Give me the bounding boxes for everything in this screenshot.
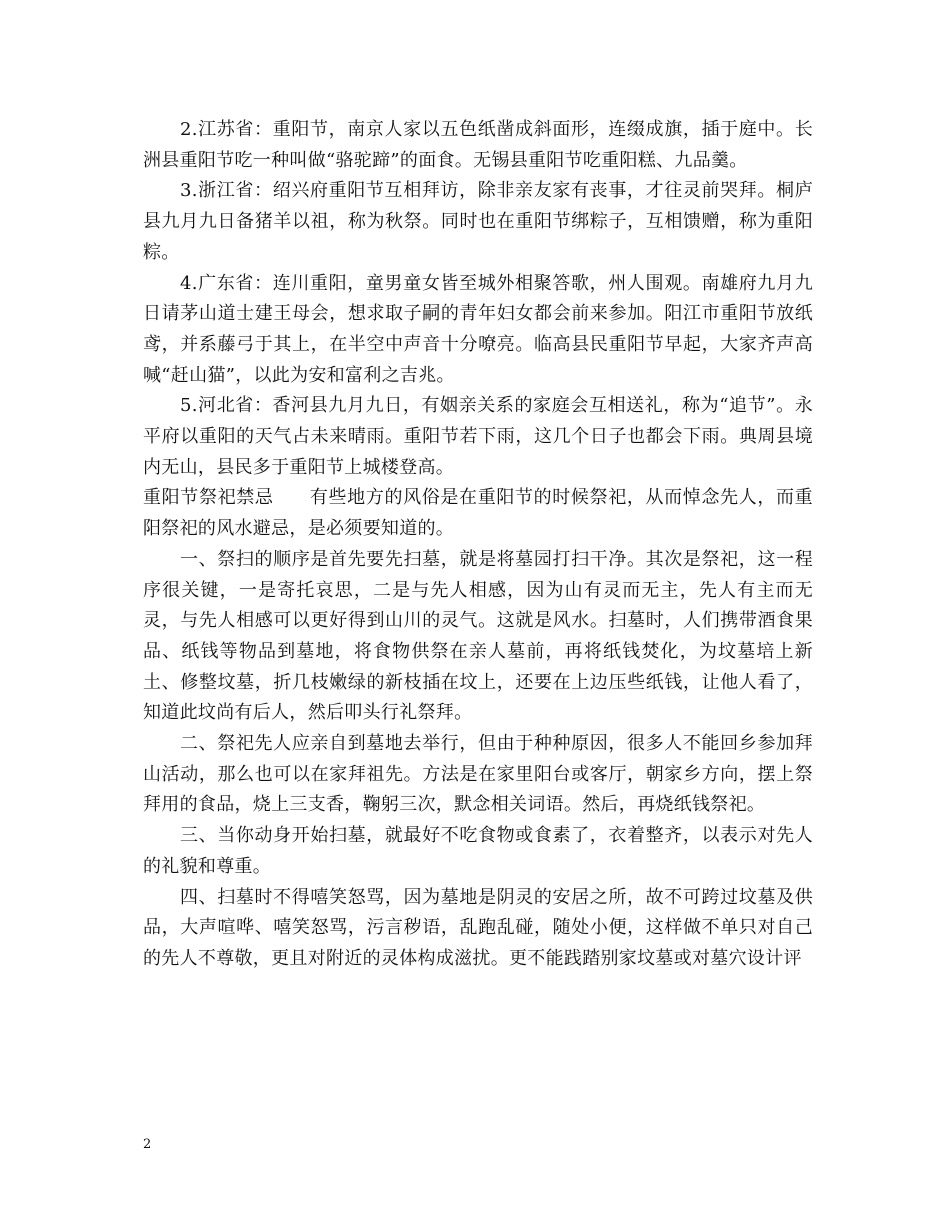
paragraph-zhejiang: 3.浙江省：绍兴府重阳节互相拜访，除非亲友家有丧事，才往灵前哭拜。桐庐县九月九日备猪羊以祖，称为秋祭。同时也在重阳节绑粽子，互相馈赠，称为重阳粽。 (143, 180, 813, 263)
paragraph-hebei: 5.河北省：香河县九月九日，有姻亲关系的家庭会互相送礼，称为“追节”。永平府以重阳的天气占未来晴雨。重阳节若下雨，这几个日子也都会下雨。典周县境内无山，县民多于重阳节上城楼登高。 (143, 395, 813, 478)
rule-four: 四、扫墓时不得嘻笑怒骂，因为墓地是阴灵的安居之所，故不可跨过坟墓及供品，大声喧哗、嘻笑怒骂，污言秽语，乱跑乱碰，随处小便，这样做不单只对自己的先人不尊敬，更且对附近的灵体构成滋扰。更不能践踏别家坟墓或对墓穴设计评 (143, 886, 813, 969)
paragraph-jiangsu: 2.江苏省：重阳节，南京人家以五色纸凿成斜面形，连缀成旗，插于庭中。长洲县重阳节吃一种叫做“骆驼蹄”的面食。无锡县重阳节吃重阳糕、九品羹。 (143, 119, 813, 171)
section-intro: 有些地方的风俗是在重阳节的时候祭祀，从而悼念先人，而重阳祭祀的风水避忌，是必须要知道的。 (143, 487, 813, 540)
page-number: 2 (143, 1137, 152, 1152)
paragraph-guangdong: 4.广东省：连川重阳，童男童女皆至城外相聚答歌，州人围观。南雄府九月九日请茅山道士建王母会，想求取子嗣的青年妇女都会前来参加。阳江市重阳节放纸鸢，并系藤弓于其上，在半空中声音十分嘹亮。临高县民重阳节早起，大家齐声高喊“赶山猫”，以此为安和富利之吉兆。 (143, 272, 813, 386)
rule-one: 一、祭扫的顺序是首先要先扫墓，就是将墓园打扫干净。其次是祭祀，这一程序很关键，一是寄托哀思，二是与先人相感，因为山有灵而无主，先人有主而无灵，与先人相感可以更好得到山川的灵气。这就是风水。扫墓时，人们携带酒食果品、纸钱等物品到墓地，将食物供祭在亲人墓前，再将纸钱焚化，为坟墓培上新土、修整坟墓，折几枝嫩绿的新枝插在坟上，还要在上边压些纸钱，让他人看了，知道此坟尚有后人，然后叩头行礼祭拜。 (143, 548, 813, 724)
page-content (143, 115, 813, 975)
section-heading: 重阳节祭祀禁忌 (143, 487, 274, 509)
rule-three: 三、当你动身开始扫墓，就最好不吃食物或食素了，衣着整齐，以表示对先人的礼貌和尊重。 (143, 825, 813, 877)
section-heading-paragraph (143, 483, 813, 544)
rule-two: 二、祭祀先人应亲自到墓地去举行，但由于种种原因，很多人不能回乡参加拜山活动，那么也可以在家拜祖先。方法是在家里阳台或客厅，朝家乡方向，摆上祭拜用的食品，烧上三支香，鞠躬三次，默念相关词语。然后，再烧纸钱祭祀。 (143, 733, 813, 816)
